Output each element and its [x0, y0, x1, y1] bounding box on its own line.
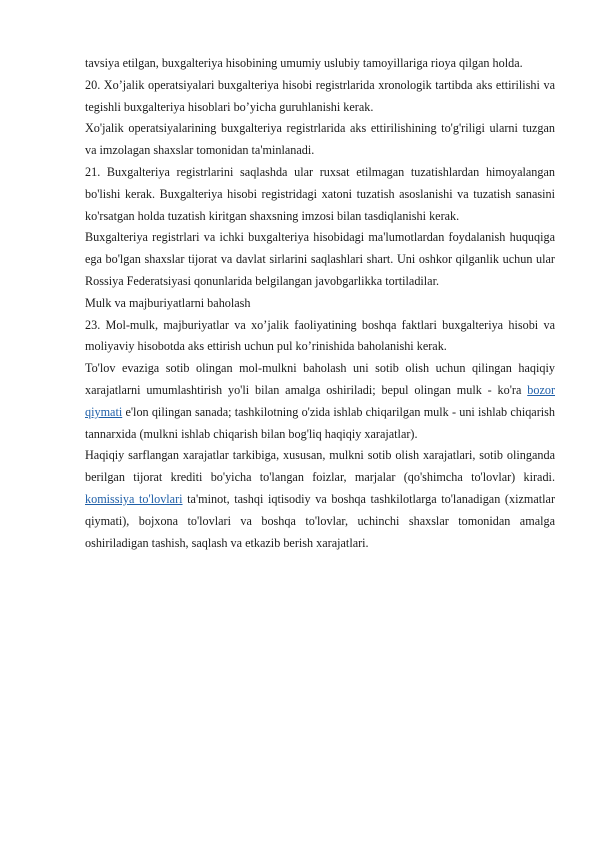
paragraph-21-detail: Buxgalteriya registrlari va ichki buxgalteriya hisobidagi ma'lumotlardan foydalanish huquqiga ega bo'lgan shaxslar tijorat va davlat sirlarini saqlashlari shart. Uni oshkor qilganlik uchun ular Rossiya Federatsiyasi qonunlarida belgilangan javobgarlikka tortiladilar. — [85, 230, 555, 288]
paragraph-20-detail: Xo'jalik operatsiyalarining buxgalteriya registrlarida aks ettirilishining to'g'riligi ularni tuzgan va imzolagan shaxslar tomonidan ta'minlanadi. — [85, 121, 555, 158]
market-value-link[interactable]: bozor qiymati — [85, 382, 555, 419]
paragraph-costs-text-b: ta'minot, tashqi iqtisodiy va boshqa tashkilotlarga to'lanadigan (xizmatlar qiymati), bojxona to'lovlari va boshqa to'lovlar, uchinchi shaxslar tomonidan amalga oshiriladigan tashish, saqlash va etkazib berish xarajatlari. — [85, 491, 556, 550]
paragraph-valuation-text-b: e'lon qilingan sanada; tashkilotning o'zida ishlab chiqarilgan mulk - uni ishlab chiqarish tannarxida (mulkni ishlab chiqarish bilan bog'liq haqiqiy xarajatlar). — [85, 404, 555, 441]
paragraph-23: 23. Mol-mulk, majburiyatlar va xo’jalik faoliyatining boshqa faktlari buxgalteriya hisobi va moliyaviy hisobotda aks ettirish uchun pul ko’rinishida baholanishi kerak. — [85, 317, 555, 354]
paragraph-costs — [85, 445, 555, 554]
paragraph-valuation — [85, 358, 555, 445]
paragraph-costs-text-a: Haqiqiy sarflangan xarajatlar tarkibiga, xususan, mulkni sotib olish xarajatlari, sotib olinganda berilgan tijorat krediti bo'yicha to'langan foizlar, marjalar (qo'shimcha to'lovlar) kiradi. — [85, 448, 555, 485]
section-heading: Mulk va majburiyatlarni baholash — [85, 295, 251, 310]
paragraph-20: 20. Xo’jalik operatsiyalari buxgalteriya hisobi registrlarida xronologik tartibda aks ettirilishi va tegishli buxgalteriya hisoblari bo’yicha guruhlanishi kerak. — [85, 77, 555, 114]
paragraph-21: 21. Buxgalteriya registrlarini saqlashda ular ruxsat etilmagan tuzatishlardan himoyalangan bo'lishi kerak. Buxgalteriya hisobi registridagi xatoni tuzatish asoslanishi va tuzatish sanasini ko'rsatgan holda tuzatish kiritgan shaxsning imzosi bilan tasdiqlanishi kerak. — [85, 164, 555, 223]
commission-fees-link[interactable]: komissiya to'lovlari — [85, 491, 183, 506]
document-page — [85, 53, 555, 554]
paragraph-continuation: tavsiya etilgan, buxgalteriya hisobining umumiy uslubiy tamoyillariga rioya qilgan holda. — [85, 56, 523, 70]
paragraph-valuation-text-a: To'lov evaziga sotib olingan mol-mulkni baholash uni sotib olish uchun qilingan haqiqiy xarajatlarni umumlashtirish yo'li bilan amalga oshiriladi; bepul olingan mulk - ko'ra — [85, 361, 555, 397]
